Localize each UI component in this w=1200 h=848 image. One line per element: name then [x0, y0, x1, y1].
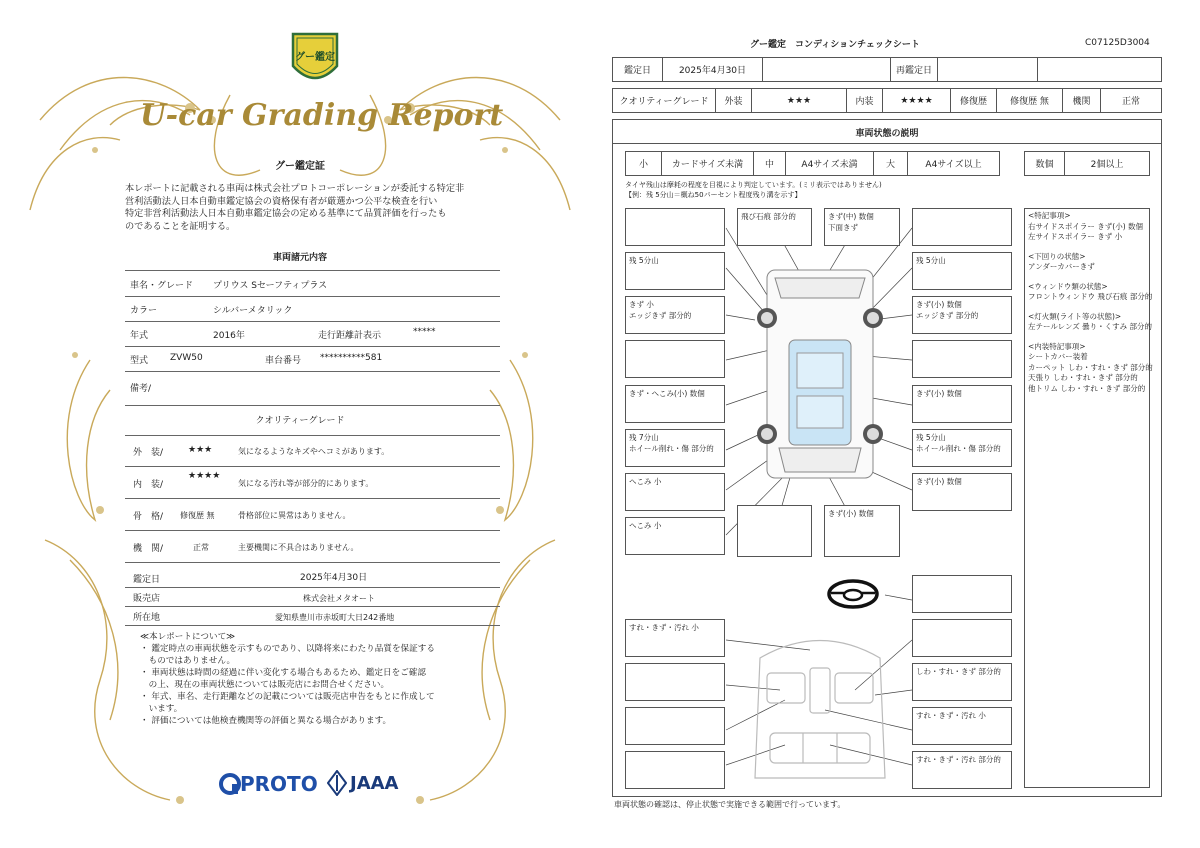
jaaa-logo: JAAA [350, 773, 399, 794]
divider [125, 562, 500, 563]
remarks-line: カーペット しわ・すれ・きず 部分的 [1028, 362, 1153, 372]
repair-value: 修復歴 無 [997, 89, 1063, 112]
tire-note-example: 【例：残 5分山＝概ね50パーセント程度残り溝を示す】 [625, 191, 802, 199]
frame-label: 骨 格/ [133, 512, 164, 522]
jaaa-logo-mark [327, 770, 347, 796]
damage-note-right-6 [912, 429, 1012, 467]
interior-note-left-2 [625, 663, 725, 701]
date-label: 鑑定日 [613, 58, 663, 81]
count-value: 2個以上 [1090, 160, 1124, 170]
damage-note-right-1 [912, 208, 1012, 246]
redate-label: 再鑑定日 [891, 58, 938, 81]
goo-kantei-badge [285, 28, 345, 90]
note-text: きず 小 [629, 300, 654, 309]
interior-note-right-2 [912, 619, 1012, 657]
note-text: きず(小) 数個 [916, 477, 962, 486]
certificate-intro [125, 183, 505, 233]
year-value: 2016年 [213, 331, 245, 341]
damage-note-left-8 [625, 517, 725, 555]
quality-heading: クオリティーグレード [255, 416, 345, 426]
damage-note-right-3 [912, 296, 1012, 334]
interior-label: 内 装/ [133, 480, 164, 490]
grade-label: クオリティーグレード [613, 89, 716, 112]
interior-diagram [745, 628, 895, 788]
tire-note: タイヤ残山は摩耗の程度を目視により判定しています。(ミリ表示ではありません) [625, 181, 882, 189]
note-text: きず(小) 数個 [916, 389, 962, 398]
intro-line: のであることを証明する。 [125, 220, 236, 232]
legend-large-desc: A4サイズ以上 [925, 160, 982, 170]
legend-medium: 中 [754, 152, 786, 175]
frame-text: 骨格部位に異常はありません。 [238, 511, 351, 520]
interior-stars: ★★★★ [883, 89, 951, 112]
exterior-stars: ★★★ [752, 89, 847, 112]
mileage-value: ***** [413, 327, 436, 337]
remarks-panel [1024, 208, 1153, 788]
divider [125, 321, 500, 322]
engine-value: 正常 [1121, 97, 1140, 107]
date-label: 鑑定日 [133, 575, 161, 585]
notice-block [140, 631, 500, 727]
intro-line: 本レポートに記載される車両は株式会社プロトコーポレーションが委託する特定非 [125, 183, 465, 194]
proto-logo: PROTO [240, 772, 318, 796]
note-text: へこみ 小 [629, 521, 662, 530]
spec-heading: 車両諸元内容 [272, 253, 327, 263]
damage-note-right-2 [912, 252, 1012, 290]
intro-line: 特定非営利活動法人日本自動車鑑定協会の定める基準にて品質評価を行ったも [125, 208, 447, 219]
note-text: エッジきず 部分的 [916, 311, 979, 320]
color-value: シルバーメタリック [213, 306, 293, 316]
damage-note-left-4 [625, 340, 725, 378]
engine-label: 機関 [1063, 89, 1101, 112]
notice-line: ものではありません。 [140, 656, 236, 666]
damage-note-left-5 [625, 385, 725, 423]
damage-note-right-4 [912, 340, 1012, 378]
notice-title: ≪本レポートについて≫ [140, 632, 236, 642]
legend-large: 大 [874, 152, 908, 175]
interior-note-left-4 [625, 751, 725, 789]
remarks-title: <灯火類(ライト等の状態)> [1028, 311, 1122, 321]
note-text: すれ・きず・汚れ 部分的 [916, 755, 1001, 764]
engine-label: 機 関/ [133, 544, 164, 554]
car-name-label: 車名・グレード [130, 281, 194, 291]
remarks-title: <下回りの状態> [1028, 251, 1086, 261]
note-text: 残 5分山 [916, 256, 946, 265]
model-label: 型式 [130, 356, 149, 366]
repair-label: 修復歴 [951, 89, 997, 112]
divider [125, 498, 500, 499]
mileage-label: 走行距離計表示 [318, 331, 382, 341]
remarks-line: アンダーカバーきず [1028, 262, 1095, 271]
interior-note-left-1 [625, 619, 725, 657]
damage-note-left-2 [625, 252, 725, 290]
damage-note-top-1 [737, 208, 812, 246]
remarks-title: <内装特記事項> [1028, 341, 1086, 351]
exterior-stars: ★★★ [188, 445, 213, 455]
divider [125, 530, 500, 531]
intro-line: 営利活動法人日本自動車鑑定協会の資格保有者が厳選かつ公平な検査を行い [125, 195, 438, 207]
year-label: 年式 [130, 331, 149, 341]
note-text: ホイール削れ・傷 部分的 [916, 444, 1001, 453]
remarks-title: <ウィンドウ類の状態> [1028, 281, 1108, 291]
certificate-subtitle: グー鑑定証 [275, 161, 325, 172]
remarks-title: <特記事項> [1028, 211, 1071, 220]
remarks-line: フロントウィンドウ 飛び石痕 部分的 [1028, 292, 1153, 301]
legend-small-desc: カードサイズ未満 [662, 152, 754, 175]
divider [125, 606, 500, 607]
divider [125, 296, 500, 297]
damage-note-bottom-1 [737, 505, 812, 557]
note-text: きず(小) 数個 [828, 509, 874, 518]
chassis-value: **********581 [320, 353, 383, 363]
damage-note-bottom-2 [824, 505, 900, 557]
count-label: 数個 [1025, 152, 1065, 175]
remarks-line: 他トリム しわ・すれ・きず 部分的 [1028, 383, 1146, 393]
car-diagram [755, 258, 885, 490]
note-label: 備考/ [130, 384, 152, 394]
sheet-footer: 車両状態の確認は、停止状態で実施できる範囲で行っています。 [614, 800, 846, 809]
section-title: 車両状態の説明 [855, 129, 919, 139]
note-text: きず(小) 数個 [916, 300, 962, 309]
divider [125, 405, 500, 406]
note-text: 残 7分山 [629, 433, 659, 442]
note-text: 飛び石痕 部分的 [741, 212, 796, 221]
divider [125, 587, 500, 588]
legend-medium-desc: A4サイズ未満 [786, 152, 874, 175]
note-text: 下面きず [828, 223, 858, 232]
badge-text: グー鑑定 [295, 52, 335, 63]
note-text: きず(中) 数個 [828, 212, 874, 221]
damage-note-left-3 [625, 296, 725, 334]
remarks-line: シートカバー装着 [1028, 352, 1088, 361]
engine-value: 正常 [193, 543, 209, 552]
exterior-text: 気になるようなキズやヘコミがあります。 [238, 447, 390, 456]
notice-line: ・ 年式、車名、走行距離などの記載については販売店申告をもとに作成して [140, 692, 435, 702]
car-name-value: プリウス Sセーフティプラス [213, 281, 328, 291]
remarks-line: 左テールレンズ 曇り・くすみ 部分的 [1028, 322, 1153, 331]
note-text: すれ・きず・汚れ 小 [629, 623, 699, 632]
interior-label: 内装 [847, 89, 883, 112]
legend-small: 小 [626, 152, 662, 175]
note-text: へこみ 小 [629, 477, 662, 486]
sheet-code: C07125D3004 [1085, 38, 1150, 48]
damage-note-top-2 [824, 208, 900, 246]
dealer-label: 販売店 [133, 594, 161, 604]
divider [125, 346, 500, 347]
interior-note-right-3 [912, 663, 1012, 701]
exterior-label: 外装 [716, 89, 752, 112]
notice-line: います。 [140, 704, 183, 714]
color-label: カラー [130, 306, 158, 316]
remarks-line: 左サイドスポイラー きず 小 [1028, 232, 1123, 241]
notice-line: の上、現在の車両状態については販売店にお問合せください。 [140, 680, 390, 690]
interior-note-right-1 [912, 575, 1012, 613]
exterior-label: 外 装/ [133, 448, 164, 458]
remarks-line: 右サイドスポイラー きず(小) 数個 [1028, 221, 1144, 231]
note-text: エッジきず 部分的 [629, 311, 692, 320]
divider [125, 371, 500, 372]
notice-line: ・ 車両状態は時間の経過に伴い変化する場合もあるため、鑑定日をご確認 [140, 668, 426, 678]
address-label: 所在地 [133, 613, 161, 623]
note-text: しわ・すれ・きず 部分的 [916, 667, 1001, 676]
sheet-title: グー鑑定 コンディションチェックシート [750, 40, 920, 50]
divider [125, 435, 500, 436]
damage-note-left-1 [625, 208, 725, 246]
interior-stars: ★★★★ [188, 471, 221, 481]
damage-note-left-7 [625, 473, 725, 511]
notice-line: ・ 鑑定時点の車両状態を示すものであり、以降将来にわたり品質を保証する [140, 644, 435, 654]
damage-note-right-5 [912, 385, 1012, 423]
date-value: 2025年4月30日 [300, 573, 368, 583]
note-text: すれ・きず・汚れ 小 [916, 711, 986, 720]
address-value: 愛知県豊川市赤坂町大日242番地 [275, 613, 395, 622]
interior-text: 気になる汚れ等が部分的にあります。 [238, 479, 374, 488]
interior-note-right-4 [912, 707, 1012, 745]
chassis-label: 車台番号 [265, 356, 302, 366]
note-text: きず・へこみ(小) 数個 [629, 389, 705, 398]
notice-line: ・ 評価については他検査機関等の評価と異なる場合があります。 [140, 716, 392, 726]
note-text: ホイール削れ・傷 部分的 [629, 444, 714, 453]
report-title: U-car Grading Report [140, 98, 504, 133]
divider [125, 625, 500, 626]
proto-logo-mark [218, 772, 242, 796]
condition-check-sheet [600, 0, 1200, 848]
damage-note-right-7 [912, 473, 1012, 511]
note-text: 残 5分山 [916, 433, 946, 442]
remarks-line: 天張り しわ・すれ・きず 部分的 [1028, 373, 1138, 382]
dealer-value: 株式会社メタオート [303, 594, 375, 603]
divider [125, 466, 500, 467]
frame-value: 修復歴 無 [180, 511, 215, 520]
note-text: 残 5分山 [629, 256, 659, 265]
engine-text: 主要機関に不具合はありません。 [238, 543, 359, 552]
divider [125, 270, 500, 271]
interior-note-left-3 [625, 707, 725, 745]
date-value: 2025年4月30日 [663, 58, 763, 81]
steering-wheel-icon [826, 578, 880, 610]
damage-note-left-6 [625, 429, 725, 467]
model-value: ZVW50 [170, 353, 203, 363]
interior-note-right-5 [912, 751, 1012, 789]
